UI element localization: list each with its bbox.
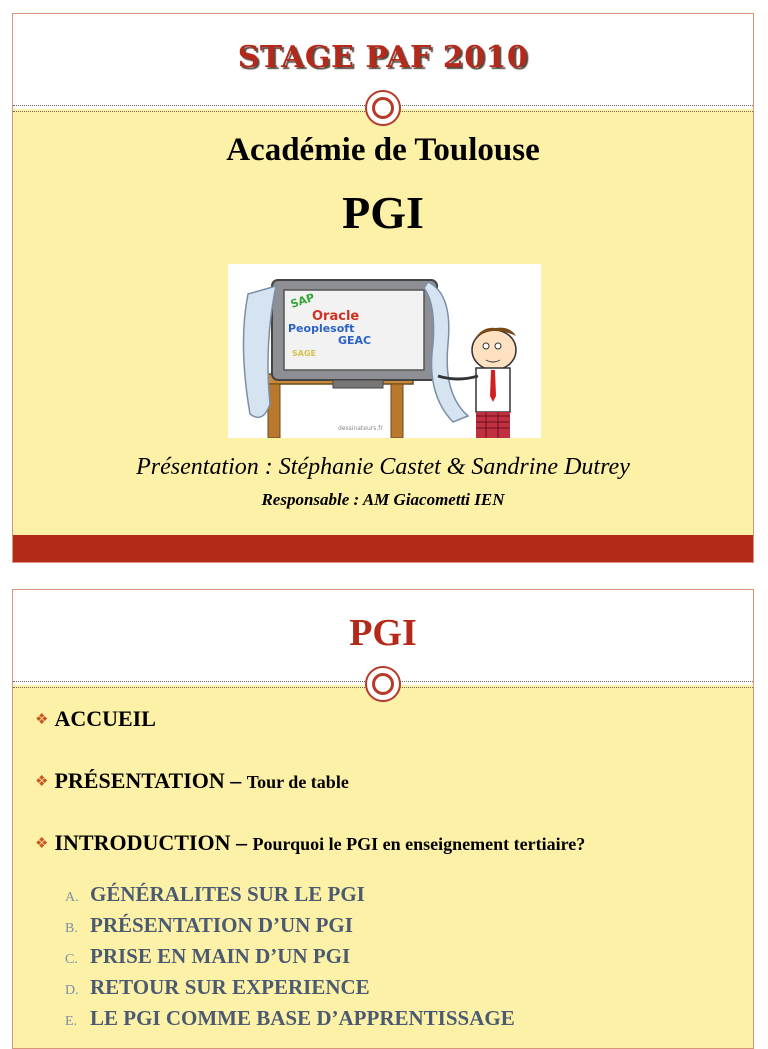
section-letter: A. (65, 890, 79, 905)
agenda-item-label: INTRODUCTION (54, 830, 231, 855)
section-item (65, 913, 353, 938)
agenda-item-desc: Pourquoi le PGI en enseignement tertiaire? (252, 834, 586, 854)
agenda-item-label: ACCUEIL (54, 706, 156, 731)
section-letter: D. (65, 983, 79, 998)
section-item (65, 1006, 515, 1031)
academie-heading: Académie de Toulouse (226, 132, 540, 168)
section-item (65, 882, 365, 907)
screen-word: SAGE (292, 349, 316, 358)
section-text: LE PGI COMME BASE D’APPRENTISSAGE (90, 1006, 515, 1030)
image-credit: dessinateurs.fr (338, 425, 383, 432)
section-letter: E. (65, 1014, 78, 1029)
section-text: PRISE EN MAIN D’UN PGI (90, 944, 351, 968)
agenda-item: ❖ PRÉSENTATION – Tour de table (35, 768, 349, 793)
circle-ornament-icon (365, 666, 401, 702)
agenda-item: ❖ INTRODUCTION – Pourquoi le PGI en enseignement tertiaire? (35, 830, 586, 855)
screen-word: GEAC (338, 334, 372, 347)
circle-ornament-icon (365, 90, 401, 126)
agenda-item (35, 706, 156, 732)
screen-word: SAP (288, 290, 317, 311)
responsible-line: Responsable : AM Giacometti IEN (261, 490, 505, 509)
screen-word: Oracle (312, 309, 360, 324)
diamond-bullet-icon: ❖ (35, 836, 49, 852)
agenda-item-desc: Tour de table (246, 772, 349, 792)
presenters-line: Présentation : Stéphanie Castet & Sandrine Dutrey (136, 454, 630, 480)
agenda-title: PGI (349, 612, 417, 654)
section-item (65, 944, 350, 969)
stage-title: STAGE PAF 2010 (237, 40, 529, 75)
section-text: PRÉSENTATION D’UN PGI (90, 913, 353, 937)
agenda-item-label: PRÉSENTATION (54, 768, 225, 793)
diamond-bullet-icon: ❖ (35, 712, 49, 728)
section-letter: C. (65, 952, 78, 967)
subject-heading: PGI (342, 187, 424, 238)
computer-cartoon-illustration (228, 264, 541, 438)
agenda-slide (12, 589, 754, 1049)
footer-band (13, 535, 753, 562)
screen-word: Peoplesoft (288, 322, 355, 335)
section-item (65, 975, 370, 1000)
section-letter: B. (65, 921, 78, 936)
section-text: GÉNÉRALITES SUR LE PGI (90, 882, 365, 906)
diamond-bullet-icon: ❖ (35, 774, 49, 790)
title-slide (12, 13, 754, 563)
section-text: RETOUR SUR EXPERIENCE (90, 975, 370, 999)
